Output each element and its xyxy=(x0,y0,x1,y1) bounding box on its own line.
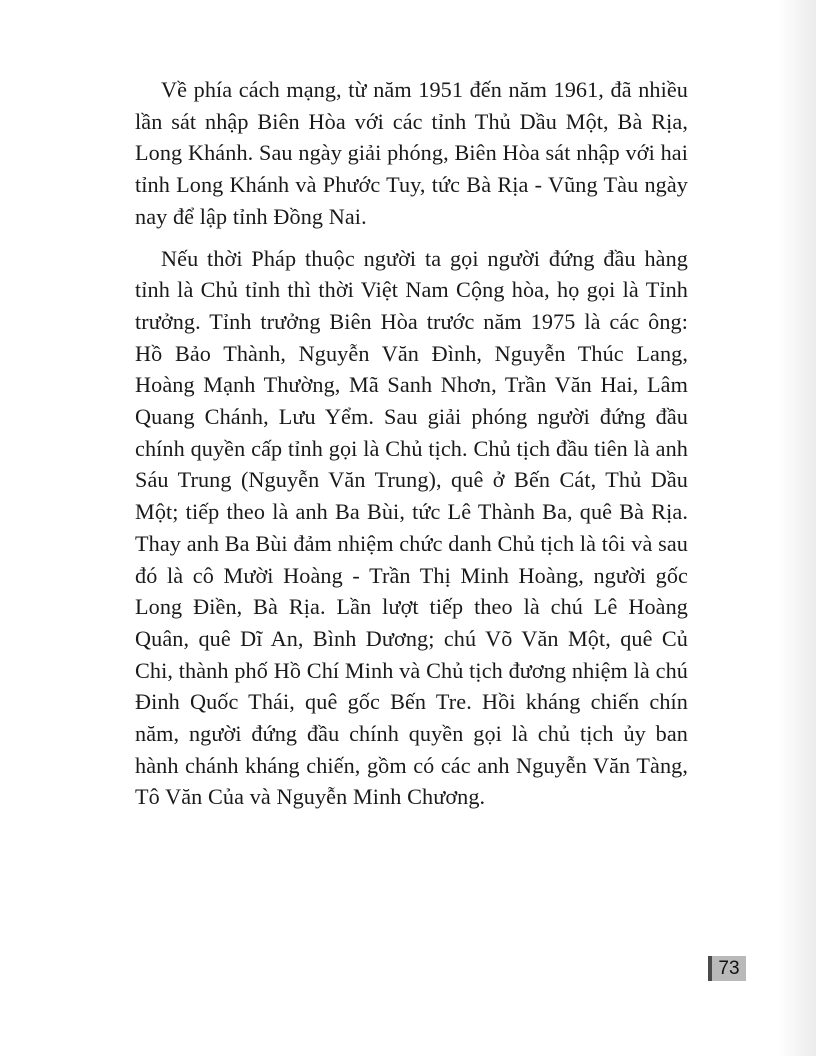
paragraph-provincial-leaders: Nếu thời Pháp thuộc người ta gọi người đứng đầu hàng tỉnh là Chủ tỉnh thì thời Việt Nam Cộng hòa, họ gọi là Tỉnh trưởng. Tỉnh trưởng Biên Hòa trước năm 1975 là các ông: Hồ Bảo Thành, Nguyễn Văn Đình, Nguyễn Thúc Lang, Hoàng Mạnh Thường, Mã Sanh Nhơn, Trần Văn Hai, Lâm Quang Chánh, Lưu Yểm. Sau giải phóng người đứng đầu chính quyền cấp tỉnh gọi là Chủ tịch. Chủ tịch đầu tiên là anh Sáu Trung (Nguyễn Văn Trung), quê ở Bến Cát, Thủ Dầu Một; tiếp theo là anh Ba Bùi, tức Lê Thành Ba, quê Bà Rịa. Thay anh Ba Bùi đảm nhiệm chức danh Chủ tịch là tôi và sau đó là cô Mười Hoàng - Trần Thị Minh Hoàng, người gốc Long Điền, Bà Rịa. Lần lượt tiếp theo là chú Lê Hoàng Quân, quê Dĩ An, Bình Dương; chú Võ Văn Một, quê Củ Chi, thành phố Hồ Chí Minh và Chủ tịch đương nhiệm là chú Đinh Quốc Thái, quê gốc Bến Tre. Hồi kháng chiến chín năm, người đứng đầu chính quyền gọi là chủ tịch ủy ban hành chánh kháng chiến, gồm có các anh Nguyễn Văn Tàng, Tô Văn Của và Nguyễn Minh Chương. xyxy=(135,245,688,810)
page-edge-shadow xyxy=(778,0,816,1056)
page-number: 73 xyxy=(708,956,746,981)
paragraph-revolutionary-mergers: Về phía cách mạng, từ năm 1951 đến năm 1961, đã nhiều lần sát nhập Biên Hòa với các tỉnh Thủ Dầu Một, Bà Rịa, Long Khánh. Sau ngày giải phóng, Biên Hòa sát nhập với hai tỉnh Long Khánh và Phước Tuy, tức Bà Rịa - Vũng Tàu ngày nay để lập tỉnh Đồng Nai. xyxy=(135,77,688,229)
page-body xyxy=(135,74,688,813)
